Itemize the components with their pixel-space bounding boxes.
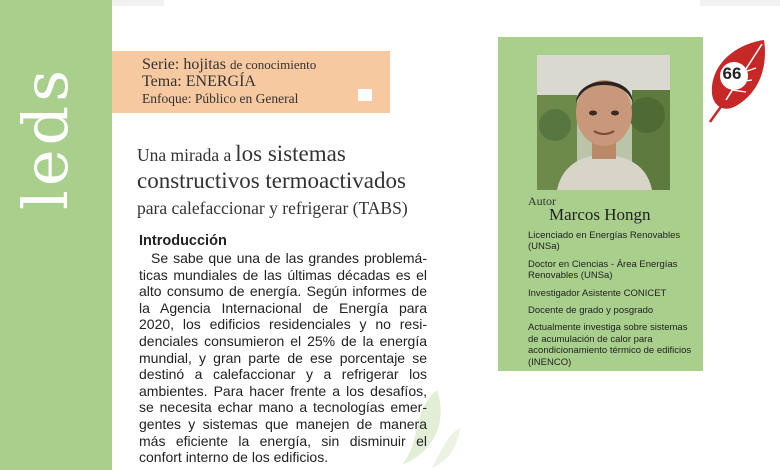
author-label: Autor [528,194,556,208]
credential-item: Licenciado en Energías Renovables (UNSa) [528,230,681,253]
intro-line: se necesita echar mano a tecnologías emer- [139,399,427,416]
tema-line: Tema: ENERGÍA [142,73,256,90]
series-label: Serie: hojitas [142,56,226,73]
author-portrait-icon [537,55,670,190]
intro-line: ticas mundiales de las últimas décadas es el [139,266,427,283]
intro-line: confort interno de los edificios. [139,449,329,466]
credential-item: Docente de grado y posgrado [528,305,654,317]
intro-line: mundial, y gran parte de ese porcentaje se [139,349,427,366]
author-panel [498,37,703,371]
issue-badge [706,36,770,124]
intro-line: 2020, los edificios residenciales y no resi- [139,316,427,333]
checkbox-square [358,89,372,101]
intro-line: gentes y sistemas que manejen de manera [139,415,427,432]
sidebar-title: leds [9,65,82,210]
title-small: Una mirada a [137,145,232,165]
article-title [137,142,497,222]
title-line-3 [137,196,497,222]
intro-line: la Agencia Internacional de Energía para [139,299,427,316]
credential-item: Actualmente investiga sobre sistemas de acumulación de calor para acondicionamiento térmico de edificios (INENCO) [528,322,692,368]
author-name: Marcos Hongn [549,205,651,224]
credential-item: Doctor en Ciencias - Área Energías Renovables (UNSa) [528,258,678,282]
series-box [112,51,390,113]
intro-line: alto consumo de energía. Según informes de [139,283,427,300]
enfoque-line: Enfoque: Público en General [142,91,299,106]
author-credentials [528,230,698,374]
intro-line: más eficiente la energía, sin disminuir el [139,432,427,449]
title-line-1 [137,142,497,169]
intro-line: ambientes. Para hacer frente a los desafíos, [139,382,427,399]
title-line-2 [137,169,497,196]
sidebar [0,0,112,470]
author-photo [537,55,670,190]
intro-line: destinó a calefaccionar y a refrigerar los [139,366,427,383]
intro-heading: Introducción [139,233,227,249]
top-edge-strip [112,0,164,6]
top-edge-strip [700,0,780,6]
credential-item: Investigador Asistente CONICET [528,287,667,299]
intro-line: denciales consumieron el 25% de la energía [139,332,427,349]
title-large: constructivos termoactivados [137,168,406,193]
title-large: los sistemas [235,141,346,166]
title-small: para calefaccionar y refrigerar (TABS) [137,198,408,218]
intro-body [139,250,427,466]
series-line [142,56,316,74]
intro-line: Se sabe que una de las grandes problemá- [151,250,427,266]
series-suffix: de conocimiento [229,57,317,72]
issue-number: 66 [722,64,742,83]
